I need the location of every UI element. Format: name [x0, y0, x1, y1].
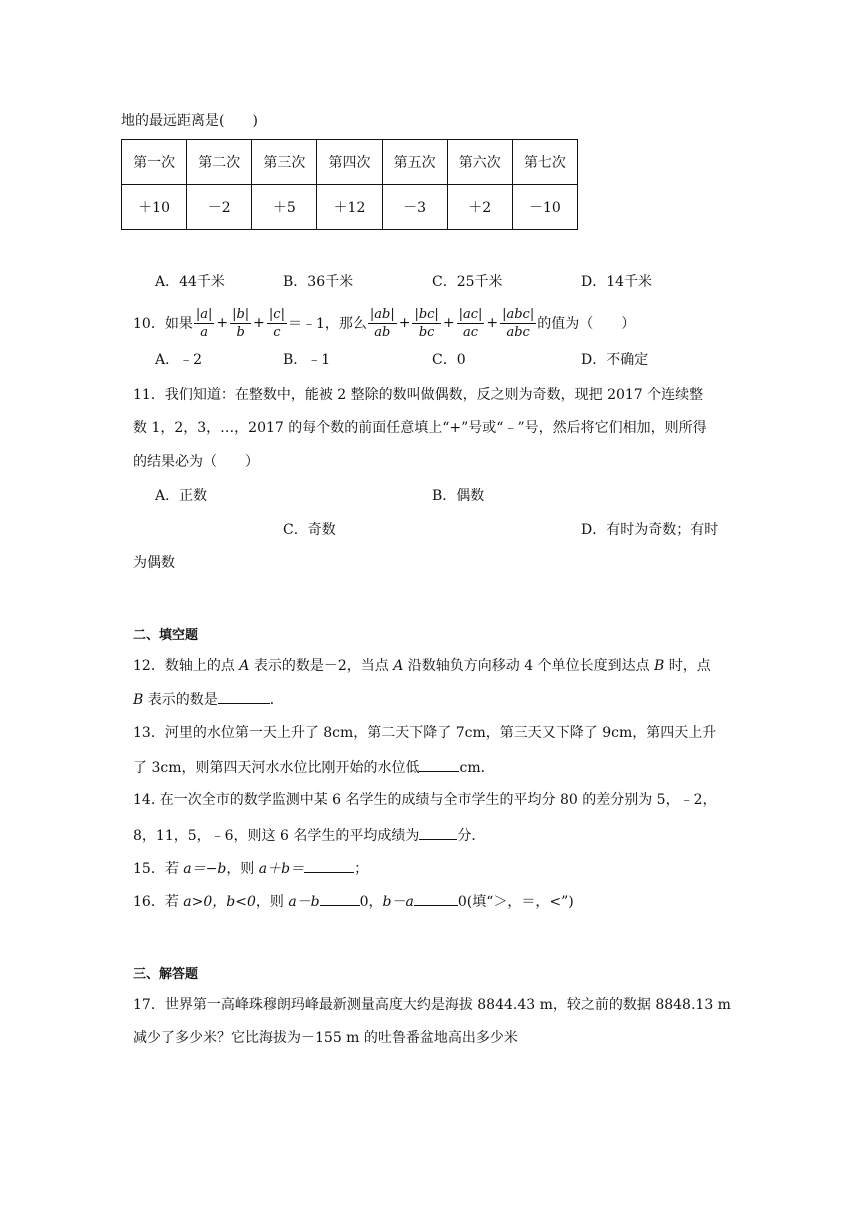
table-cell: －3 [382, 185, 447, 230]
q14-line-1: 14. 在一次全市的数学监测中某 6 名学生的成绩与全市学生的平均分 80 的差分别为 5，﹣2， [133, 792, 717, 808]
q9-option-a: A．44千米 [155, 274, 225, 290]
q13-line-2: 了 3cm，则第四天河水水位比刚开始的水位低 cm． [133, 757, 495, 778]
fraction: $\frac{|ab|}{ab}$ [369, 306, 395, 340]
answer-blank[interactable] [304, 858, 354, 873]
q13-line-1: 13．河里的水位第一天上升了 8cm，第二天下降了 7cm，第三天又下降了 9cm，第四天上升 [133, 725, 717, 741]
table-header-cell: 第五次 [382, 140, 447, 185]
table-header-cell: 第三次 [252, 140, 317, 185]
q9-table [121, 139, 578, 230]
q11-option-d-continued: 为偶数 [133, 555, 175, 571]
q15-line: 15．若 a＝−b，则 a＋b＝ ； [133, 858, 368, 879]
table-header-cell: 第一次 [122, 140, 187, 185]
q9-option-b: B．36千米 [283, 274, 354, 290]
answer-blank[interactable] [419, 825, 457, 840]
q11-option-a: A．正数 [155, 488, 208, 504]
q11-line-2: 数 1，2，3，…，2017 的每个数的前面任意填上“+”号或“﹣”号，然后将它们相加，则所得 [133, 420, 707, 436]
answer-blank[interactable] [320, 891, 360, 906]
section-heading-fill-blank: 二、填空题 [133, 628, 199, 643]
fraction: $\frac{|b|}{b}$ [232, 306, 250, 340]
q11-option-d: D．有时为奇数；有时 [581, 522, 719, 538]
table-header-cell: 第七次 [512, 140, 577, 185]
section-heading-answer: 三、解答题 [133, 967, 199, 982]
q12-line-1: 12．数轴上的点 A 表示的数是－2，当点 A 沿数轴负方向移动 4 个单位长度到达点 B 时，点 [133, 658, 711, 674]
q11-line-1: 11．我们知道：在整数中，能被 2 整除的数叫做偶数，反之则为奇数，现把 2017 个连续整 [133, 387, 704, 403]
table-cell: ＋5 [252, 185, 317, 230]
q10-option-c: C．0 [432, 352, 466, 368]
table-header-cell: 第六次 [447, 140, 512, 185]
answer-blank[interactable] [419, 757, 459, 772]
q10-eq: ＝﹣1，那么 [287, 316, 367, 332]
q10-suffix: 的值为（ ） [537, 316, 636, 332]
q16-line: 16．若 a>0，b<0，则 a－b 0，b－a 0(填“＞，＝，<”) [133, 891, 574, 912]
table-header-row [122, 140, 578, 185]
q17-line-2: 减少了多少米？它比海拔为－155 m 的吐鲁番盆地高出多少米 [133, 1030, 518, 1046]
fraction: $\frac{|bc|}{bc}$ [414, 306, 439, 340]
fraction: $\frac{|c|}{c}$ [268, 306, 285, 340]
table-cell: ＋12 [317, 185, 382, 230]
table-cell: －10 [512, 185, 577, 230]
table-cell: ＋2 [447, 185, 512, 230]
q10-stem: 10．如果 $\frac{|a|}{a}$ + $\frac{|b|}{b}$ + $\frac{|c|}{c}$ ＝﹣1，那么 $\frac{|ab|}{ab}$ + $\frac{|bc|}{bc}$ + $\frac{|ac|}{ac}$ + $\frac{\text{|abc|}}{\text{abc}}$ 的值为（ ） [133, 306, 636, 340]
table-row [122, 185, 578, 230]
q12-line-2: B 表示的数是 ． [133, 689, 284, 710]
fraction: $\frac{|a|}{a}$ [195, 306, 213, 340]
fraction: $\frac{|ac|}{ac}$ [458, 306, 483, 340]
table-header-cell: 第四次 [317, 140, 382, 185]
q17-line-1: 17．世界第一高峰珠穆朗玛峰最新测量高度大约是海拔 8844.43 m，较之前的数据 8848.13 m [133, 997, 731, 1013]
answer-blank[interactable] [414, 891, 458, 906]
q10-option-b: B．﹣1 [283, 352, 331, 368]
q9-stem-tail: 地的最远距离是( ) [121, 113, 258, 129]
q10-option-d: D．不确定 [581, 352, 649, 368]
q9-option-d: D．14千米 [581, 274, 653, 290]
fraction: $\frac{\text{|abc|}}{\text{abc}}$ [502, 306, 535, 340]
q11-option-b: B．偶数 [432, 488, 485, 504]
table-header-cell: 第二次 [187, 140, 252, 185]
answer-blank[interactable] [218, 689, 270, 704]
q11-option-c: C．奇数 [283, 522, 336, 538]
q9-option-c: C．25千米 [432, 274, 503, 290]
q14-line-2: 8，11，5，﹣6，则这 6 名学生的平均成绩为 分． [133, 825, 485, 846]
q10-option-a: A．﹣2 [155, 352, 203, 368]
table-cell: －2 [187, 185, 252, 230]
q11-line-3: 的结果必为（ ） [133, 454, 259, 470]
table-cell: ＋10 [122, 185, 187, 230]
q10-prefix: 10．如果 [133, 316, 193, 332]
